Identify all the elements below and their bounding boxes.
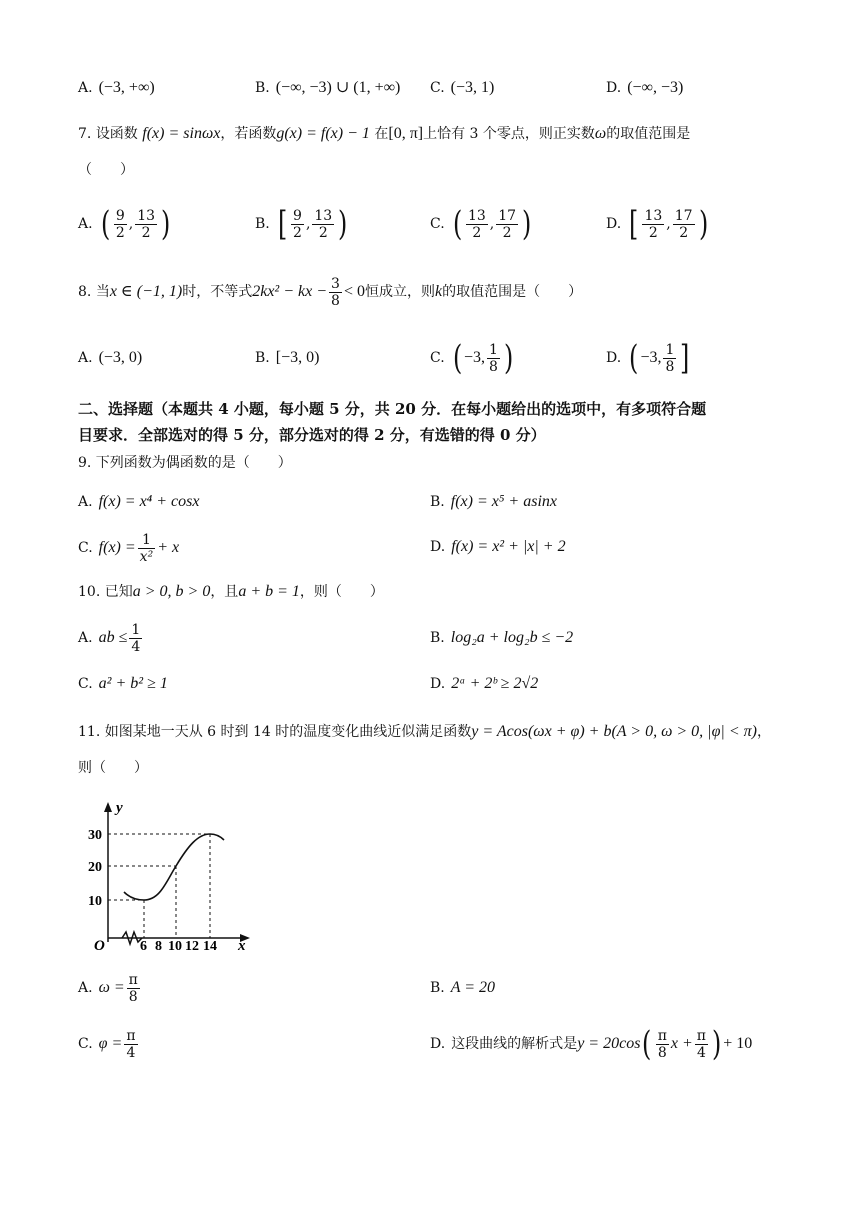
option-label: B. bbox=[255, 216, 270, 232]
option-math: log₂a + log₂b ≤ −2 bbox=[450, 629, 574, 646]
left-paren: ( bbox=[642, 1024, 652, 1064]
q10-text-3: ，则（ ） bbox=[299, 584, 384, 600]
q8-text-3: 恒成立，则 bbox=[364, 284, 435, 300]
option-label: A. bbox=[78, 80, 93, 96]
option-prefix: ω = bbox=[98, 979, 125, 996]
y-axis-label: y bbox=[116, 800, 123, 816]
fraction-denominator: 4 bbox=[131, 638, 141, 655]
q8-condition: x ∈ (−1, 1) bbox=[109, 283, 183, 300]
x-tick-12: 12 bbox=[185, 939, 199, 952]
x-tick-8: 8 bbox=[155, 939, 162, 952]
q11-number: 11. bbox=[78, 724, 101, 740]
q11-function: y = Acos(ωx + φ) + b(A > 0, ω > 0, |φ| < π) bbox=[471, 723, 757, 740]
right-bracket: ) bbox=[522, 204, 532, 244]
y-tick-20: 20 bbox=[88, 860, 102, 875]
left-bracket: ( bbox=[452, 204, 462, 244]
fraction-numerator: 17 bbox=[498, 207, 517, 224]
q9-option-b bbox=[430, 492, 557, 512]
q7-number: 7. bbox=[78, 126, 92, 142]
q8-text-4: 的取值范围是（ ） bbox=[442, 284, 583, 300]
option-math: 2ᵃ + 2ᵇ ≥ 2√2 bbox=[451, 675, 539, 692]
q6-option-b bbox=[255, 78, 400, 98]
q8-option-b bbox=[255, 348, 319, 368]
right-bracket: ) bbox=[161, 204, 171, 244]
q9-option-d bbox=[430, 537, 566, 557]
fraction-denominator: 8 bbox=[128, 988, 138, 1005]
q7-text-2: ，若函数 bbox=[220, 126, 277, 142]
y-tick-10: 10 bbox=[88, 894, 102, 909]
fraction-numerator: 1 bbox=[665, 341, 675, 358]
fraction-numerator: π bbox=[696, 1027, 706, 1044]
q7-option-c: C. ( $\frac{13}{2}$ , $\frac{17}{2}$ ) bbox=[430, 204, 532, 244]
q11-option-c bbox=[78, 1022, 140, 1066]
fraction-denominator: 2 bbox=[293, 224, 302, 241]
option-math: f(x) = x² + |x| + 2 bbox=[451, 538, 566, 555]
option-math: (−3, 1) bbox=[450, 79, 495, 96]
q6-option-c bbox=[430, 78, 494, 98]
right-bracket: ) bbox=[698, 204, 708, 244]
option-prefix: ab ≤ bbox=[98, 629, 128, 646]
option-label: B. bbox=[430, 630, 445, 646]
q9-option-c bbox=[78, 526, 179, 570]
option-math: f(x) = x⁴ + cosx bbox=[98, 493, 200, 510]
q7-text-4: 上恰有 3 个零点，则正实数 bbox=[423, 126, 595, 142]
q7-interval: [0, π] bbox=[388, 125, 424, 142]
fraction-numerator: π bbox=[126, 1027, 136, 1044]
x-axis-label: x bbox=[238, 938, 246, 952]
option-math: f(x) = x⁵ + asinx bbox=[450, 493, 557, 510]
q10-text-2: ，且 bbox=[210, 584, 239, 600]
option-label: A. bbox=[78, 216, 93, 232]
option-label: B. bbox=[430, 494, 445, 510]
q8-option-d bbox=[606, 336, 692, 380]
q11-option-b bbox=[430, 978, 495, 998]
q10-option-d bbox=[430, 674, 538, 694]
q10-condition-2: a + b = 1 bbox=[238, 583, 300, 600]
fraction-denominator: 2 bbox=[115, 224, 125, 241]
x-tick-14: 14 bbox=[203, 939, 217, 952]
q9-stem: 9. 下列函数为偶函数的是（ ） bbox=[78, 455, 292, 471]
option-label: C. bbox=[78, 540, 93, 556]
option-label: D. bbox=[606, 350, 622, 366]
option-label: D. bbox=[430, 1036, 446, 1052]
right-bracket: ] bbox=[680, 338, 690, 378]
option-prefix: −3, bbox=[640, 349, 662, 366]
fraction-numerator: π bbox=[128, 971, 138, 988]
q10-text-1: 已知 bbox=[104, 584, 133, 600]
option-prefix: −3, bbox=[463, 349, 485, 366]
x-tick-10: 10 bbox=[168, 939, 182, 952]
q11-option-d bbox=[430, 1022, 752, 1066]
option-math: (−3, 0) bbox=[98, 349, 143, 366]
q11-text-2: ， bbox=[756, 724, 771, 740]
y-axis-arrow-icon bbox=[104, 802, 112, 812]
fraction-denominator: 2 bbox=[679, 224, 689, 241]
temperature-graph bbox=[86, 792, 256, 952]
fraction-numerator: 9 bbox=[115, 207, 125, 224]
q8-inequality-b: < 0 bbox=[343, 283, 365, 300]
option-label: A. bbox=[78, 630, 93, 646]
option-label: C. bbox=[78, 676, 93, 692]
option-label: C. bbox=[430, 350, 445, 366]
q7-answer-paren: （ ） bbox=[78, 162, 134, 178]
right-bracket: ) bbox=[338, 204, 348, 244]
fraction-numerator: 13 bbox=[314, 207, 333, 224]
option-label: D. bbox=[606, 216, 622, 232]
right-bracket: ) bbox=[503, 338, 514, 378]
q11-stem bbox=[78, 722, 771, 742]
option-math: (−3, +∞) bbox=[98, 79, 155, 96]
fraction-denominator: 2 bbox=[502, 224, 512, 241]
fraction-denominator: 2 bbox=[318, 224, 328, 241]
option-math: (−∞, −3) bbox=[627, 79, 684, 96]
x-tick-6: 6 bbox=[140, 939, 147, 952]
q8-stem bbox=[78, 272, 582, 312]
option-label: A. bbox=[78, 350, 93, 366]
q10-number: 10. bbox=[78, 584, 101, 600]
fraction-denominator: 4 bbox=[696, 1044, 706, 1061]
q10-option-a bbox=[78, 616, 144, 660]
option-suffix: + x bbox=[157, 539, 180, 556]
option-suffix: + 10 bbox=[723, 1035, 753, 1052]
q8-k: k bbox=[434, 283, 443, 300]
q7-text-3: 在 bbox=[374, 126, 389, 142]
q10-condition-1: a > 0, b > 0 bbox=[132, 583, 211, 600]
fraction-numerator: 13 bbox=[644, 207, 663, 224]
left-bracket: ( bbox=[100, 204, 110, 244]
option-prefix: y = 20cos bbox=[577, 1035, 641, 1052]
fraction-denominator: 8 bbox=[665, 358, 675, 375]
q10-stem bbox=[78, 582, 384, 602]
option-math: (−∞, −3) ∪ (1, +∞) bbox=[275, 79, 401, 96]
option-label: B. bbox=[255, 80, 270, 96]
fraction-numerator: 1 bbox=[138, 532, 156, 549]
section-2-heading-line-2: 目要求．全部选对的得 5 分，部分选对的得 2 分，有选错的得 0 分） bbox=[78, 426, 546, 444]
fraction-numerator: 1 bbox=[131, 621, 141, 638]
fraction-denominator: 4 bbox=[126, 1044, 136, 1061]
option-label: B. bbox=[430, 980, 445, 996]
option-label: C. bbox=[78, 1036, 93, 1052]
fraction-denominator: x² bbox=[139, 548, 154, 565]
option-label: D. bbox=[430, 676, 446, 692]
fraction-numerator: 17 bbox=[674, 207, 693, 224]
option-label: A. bbox=[78, 494, 93, 510]
temperature-curve bbox=[124, 834, 224, 900]
q8-inequality-a: 2kx² − kx − bbox=[252, 283, 328, 300]
q7-option-d: D. [ $\frac{13}{2}$ , $\frac{17}{2}$ ) bbox=[606, 204, 708, 244]
q7-option-a: A. ( $\frac{9}{2}$ , $\frac{13}{2}$ ) bbox=[78, 204, 171, 244]
q7-g-definition: g(x) = f(x) − 1 bbox=[276, 125, 370, 142]
option-label: B. bbox=[255, 350, 270, 366]
q6-option-d bbox=[606, 78, 683, 98]
fraction-denominator: 8 bbox=[657, 1044, 667, 1061]
q7-text-5: 的取值范围是 bbox=[606, 126, 691, 142]
left-bracket: ( bbox=[452, 338, 462, 378]
fraction-denominator: 2 bbox=[141, 224, 151, 241]
q7-option-b: B. [ $\frac{9}{2}$ , $\frac{13}{2}$ ) bbox=[255, 204, 348, 244]
q10-option-b bbox=[430, 628, 573, 648]
option-label: D. bbox=[430, 539, 446, 555]
q8-option-a bbox=[78, 348, 142, 368]
option-prefix: φ = bbox=[98, 1035, 123, 1052]
left-bracket: [ bbox=[629, 204, 639, 244]
q8-option-c bbox=[430, 336, 515, 380]
option-text: 这段曲线的解析式是 bbox=[451, 1036, 578, 1052]
fraction-numerator: 13 bbox=[137, 207, 156, 224]
y-tick-30: 30 bbox=[88, 828, 102, 843]
origin-label: O bbox=[94, 938, 105, 952]
q11-answer-paren: 则（ ） bbox=[78, 760, 148, 776]
option-label: D. bbox=[606, 80, 622, 96]
fraction-numerator: 9 bbox=[293, 207, 302, 224]
fraction-denominator: 8 bbox=[331, 292, 340, 309]
fraction-denominator: 2 bbox=[648, 224, 658, 241]
fraction-numerator: π bbox=[657, 1027, 667, 1044]
fraction-numerator: 1 bbox=[488, 341, 498, 358]
option-label: A. bbox=[78, 980, 93, 996]
option-prefix: f(x) = bbox=[98, 539, 136, 556]
option-math: [−3, 0) bbox=[275, 349, 320, 366]
q9-option-a bbox=[78, 492, 199, 512]
fraction-denominator: 2 bbox=[472, 224, 482, 241]
q8-number: 8. bbox=[78, 284, 92, 300]
q10-option-c bbox=[78, 674, 168, 694]
q7-stem bbox=[78, 124, 690, 144]
fraction-denominator: 8 bbox=[488, 358, 498, 375]
fraction-numerator: 3 bbox=[331, 275, 340, 292]
q8-text-1: 当 bbox=[95, 284, 110, 300]
q7-f-definition: f(x) = sinωx bbox=[142, 125, 221, 142]
section-2-heading-line-1: 二、选择题（本题共 4 小题，每小题 5 分，共 20 分．在每小题给出的选项中，有多项符合题 bbox=[78, 400, 707, 418]
option-math: A = 20 bbox=[450, 979, 496, 996]
option-label: C. bbox=[430, 216, 445, 232]
q7-text-1: 设函数 bbox=[95, 126, 138, 142]
q11-text-1: 如图某地一天从 6 时到 14 时的温度变化曲线近似满足函数 bbox=[104, 724, 472, 740]
left-bracket: ( bbox=[629, 338, 639, 378]
q7-omega: ω bbox=[594, 125, 607, 142]
option-math: a² + b² ≥ 1 bbox=[98, 675, 168, 692]
q11-option-a bbox=[78, 966, 142, 1010]
left-bracket: [ bbox=[277, 204, 288, 244]
q8-text-2: 时，不等式 bbox=[182, 284, 253, 300]
right-paren: ) bbox=[711, 1024, 722, 1064]
option-middle: x + bbox=[670, 1035, 693, 1052]
option-label: C. bbox=[430, 80, 445, 96]
q6-option-a bbox=[78, 78, 155, 98]
fraction-numerator: 13 bbox=[467, 207, 486, 224]
